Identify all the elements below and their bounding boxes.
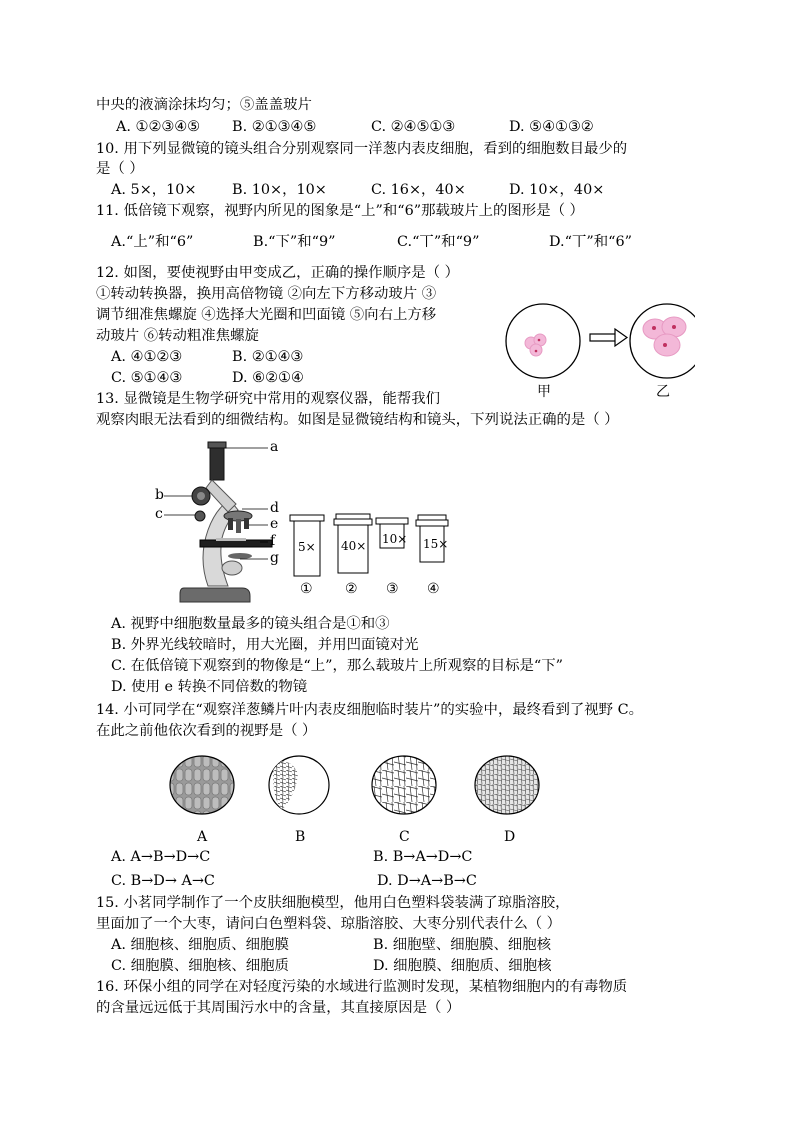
q10-option-a: A. 5×，10× <box>111 182 197 198</box>
q10-option-d: D. 10×，40× <box>509 182 605 198</box>
lens-number-1: ① <box>300 581 313 597</box>
lens-number-4: ④ <box>427 581 440 597</box>
q14-stem-line2: 在此之前他依次看到的视野是（ ） <box>96 723 317 739</box>
q15-stem-line2: 里面加了一个大枣，请问白色塑料袋、琼脂溶胶、大枣分别代表什么（ ） <box>96 916 562 932</box>
q13-stem-line1: 13. 显微镜是生物学研究中常用的观察仪器，能帮我们 <box>96 391 441 407</box>
q9-option-c: C. ②④⑤①③ <box>371 119 456 135</box>
q14-stem-line1: 14. 小可同学在“观察洋葱鳞片叶内表皮细胞临时装片”的实验中，最终看到了视野 C。 <box>96 702 644 718</box>
lens-label-40x: 40× <box>341 539 367 553</box>
q10-stem-line1: 10. 用下列显微镜的镜头组合分别观察同一洋葱内表皮细胞，看到的细胞数目最少的 <box>96 141 628 157</box>
part-label-f: f <box>270 533 276 549</box>
q11-stem: 11. 低倍镜下观察，视野内所见的图象是“上”和“6”那载玻片上的图形是（ ） <box>96 203 584 219</box>
q12-stem: 12. 如图，要使视野由甲变成乙，正确的操作顺序是（ ） <box>96 265 460 281</box>
part-label-e: e <box>270 516 279 532</box>
q14-option-d: D. D→A→B→C <box>377 873 477 889</box>
q12-steps-line3: 动玻片 ⑥转动粗准焦螺旋 <box>96 328 259 344</box>
view-c <box>372 756 436 814</box>
q12-label-jia: 甲 <box>537 384 551 400</box>
lens-label-5x: 5× <box>298 540 316 554</box>
part-label-g: g <box>270 550 279 566</box>
view-d <box>475 756 539 814</box>
q11-option-b: B.“下”和“9” <box>253 234 336 250</box>
q15-option-d: D. 细胞膜、细胞质、细胞核 <box>373 958 552 974</box>
q15-option-b: B. 细胞壁、细胞膜、细胞核 <box>373 937 552 953</box>
q11-option-d: D.“丅”和“6” <box>549 234 632 250</box>
q9-option-d: D. ⑤④①③② <box>509 119 594 135</box>
q11-option-c: C.“丅”和“9” <box>397 234 480 250</box>
q15-stem-line1: 15. 小茗同学制作了一个皮肤细胞模型，他用白色塑料袋装满了琼脂溶胶， <box>96 895 570 911</box>
q14-label-b: B <box>295 829 306 845</box>
q12-option-c: C. ⑤①④③ <box>111 370 183 386</box>
microscope-figure <box>150 438 290 608</box>
q12-steps-line2: 调节细准焦螺旋 ④选择大光圈和凹面镜 ⑤向右上方移 <box>96 307 437 323</box>
q13-option-a: A. 视野中细胞数量最多的镜头组合是①和③ <box>111 616 390 632</box>
q14-option-b: B. B→A→D→C <box>373 849 473 865</box>
q12-steps-line1: ①转动转换器，换用高倍物镜 ②向左下方移动玻片 ③ <box>96 286 437 302</box>
view-b <box>269 756 329 814</box>
q10-option-c: C. 16×，40× <box>371 182 466 198</box>
q13-option-d: D. 使用 e 转换不同倍数的物镜 <box>111 679 308 695</box>
q16-stem-line1: 16. 环保小组的同学在对轻度污染的水域进行监测时发现，某植物细胞内的有毒物质 <box>96 979 628 995</box>
part-label-d: d <box>270 500 279 516</box>
q14-label-a: A <box>197 829 208 845</box>
q14-option-a: A. A→B→D→C <box>111 849 211 865</box>
q12-option-a: A. ④①②③ <box>111 349 183 365</box>
q12-option-d: D. ⑥②①④ <box>232 370 304 386</box>
q14-option-c: C. B→D→ A→C <box>111 873 215 889</box>
q14-label-c: C <box>399 829 410 845</box>
q9-option-b: B. ②①③④⑤ <box>232 119 317 135</box>
q10-stem-line2: 是（ ） <box>96 161 144 177</box>
q9-stem-tail: 中央的液滴涂抹均匀；⑤盖盖玻片 <box>96 97 312 113</box>
q13-stem-line2: 观察肉眼无法看到的细微结构。如图是显微镜结构和镜头，下列说法正确的是（ ） <box>96 412 619 428</box>
q11-option-a: A.“上”和“6” <box>111 234 194 250</box>
q12-option-b: B. ②①④③ <box>232 349 304 365</box>
q13-option-b: B. 外界光线较暗时，用大光圈，并用凹面镜对光 <box>111 637 419 653</box>
q16-stem-line2: 的含量远远低于其周围污水中的含量，其直接原因是（ ） <box>96 1000 461 1016</box>
q10-option-b: B. 10×，10× <box>232 182 327 198</box>
lens-number-2: ② <box>345 581 358 597</box>
lens-number-3: ③ <box>386 581 399 597</box>
lens-label-15x: 15× <box>423 537 449 551</box>
lens-label-10x: 10× <box>382 532 408 546</box>
q15-option-c: C. 细胞膜、细胞核、细胞质 <box>111 958 289 974</box>
arrow-icon <box>590 329 627 346</box>
q14-views-figure <box>166 754 546 816</box>
q9-option-a: A. ①②③④⑤ <box>116 119 201 135</box>
view-a <box>170 756 234 814</box>
part-label-b: b <box>155 487 164 503</box>
q15-option-a: A. 细胞核、细胞质、细胞膜 <box>111 937 289 953</box>
q14-label-d: D <box>504 829 516 845</box>
q13-option-c: C. 在低倍镜下观察到的物像是“上”，那么载玻片上所观察的目标是“下” <box>111 658 564 674</box>
part-label-a: a <box>270 439 279 455</box>
q12-label-yi: 乙 <box>656 384 670 400</box>
part-label-c: c <box>155 506 163 522</box>
